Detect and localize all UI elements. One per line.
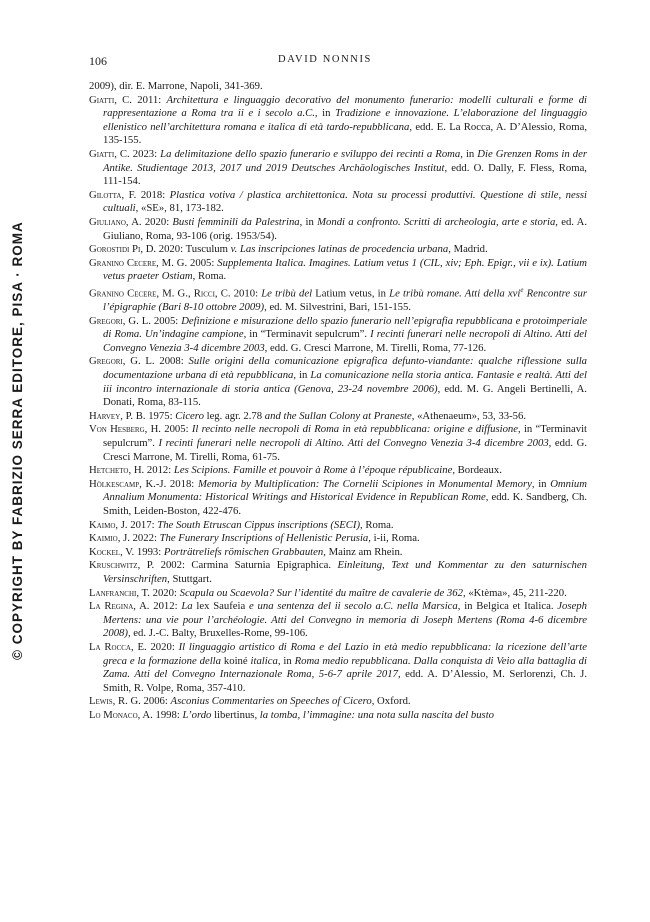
page-number: 106 [89, 54, 107, 68]
entry-text: , in [460, 147, 478, 160]
entry-year: , H. 2005: [144, 423, 192, 436]
entry-title-text: Rencontre sur l’épigraphie (Bari 8-10 ottobre 2009) [103, 287, 587, 314]
entry-text: , in [299, 215, 318, 228]
entry-text: , in [314, 107, 336, 120]
entry-text: , Madrid. [448, 243, 488, 256]
entry-author: Harvey [89, 409, 121, 422]
entry-text: , edd. M. G. Angeli Bertinelli, A. Donati, Roma, 83-115. [103, 382, 587, 409]
entry-title-text: Supplementa Italica. Imagines. Latium vetus 1 (CIL, xiv; Eph. Epigr., vii e ix). Latium vetus praeter Ostiam [103, 256, 587, 283]
copyright-notice: © COPYRIGHT BY FABRIZIO SERRA EDITORE, PISA · ROMA [10, 221, 25, 660]
entry-year: , C. 2011: [114, 93, 167, 106]
entry-author: Giuliano [89, 215, 126, 228]
entry-author: Kaimo [89, 518, 116, 531]
entry-title-text: Joseph Mertens: una vie pour l’archéologie. Atti del Convegno in memoria di Joseph Mertens (Roma 4-6 dicembre 2008) [103, 600, 587, 640]
bibliography-entry [89, 600, 587, 641]
entry-year: , E. 2020: [130, 640, 179, 653]
entry-title-text: Il linguaggio artistico di Roma e del Lazio in età medio repubblicana: la ricezione dell’arte greca e la formazione della [103, 640, 587, 667]
entry-text: , edd. E. La Rocca, A. D’Alessio, Roma, 135-155. [103, 120, 587, 147]
entry-title-text: Memoria by Multiplication: The Cornelii Scipiones in Monumental Memory [197, 477, 532, 490]
entry-text: , in Belgica et Italica. [457, 600, 558, 613]
entry-year: , R. G. 2006: [112, 695, 171, 708]
entry-title-text: La delimitazione dello spazio funerario e sviluppo dei recinti a Roma [160, 147, 461, 160]
entry-text: , «SE», 81, 173-182. [135, 202, 224, 215]
entry-text: , i-ii, Roma. [368, 532, 420, 545]
entry-title-text: Il recinto nelle necropoli di Roma in età repubblicana: origine e diffusione [191, 423, 519, 436]
entry-title-text: italica [250, 654, 278, 667]
entry-year: , T. 2020: [136, 586, 180, 599]
bibliography-entry [89, 546, 587, 560]
entry-year: , C. 2010: [214, 287, 262, 300]
entry-title-text: Tradizione e innovazione. L’elaborazione del linguaggio ellenistico nell’architettura romana e italica di età tardo-repubblicana [103, 107, 587, 133]
entry-author: Lanfranchi [89, 586, 137, 599]
entry-year: , C. 2023: [114, 147, 161, 160]
entry-year: , F. 2018: [121, 188, 170, 201]
entry-author: Granino Cecere [89, 256, 157, 269]
entry-year: , P. 2002: [137, 559, 192, 572]
entry-text: Tusculum [185, 243, 231, 256]
bibliography-entry [89, 478, 587, 519]
entry-year: , J. 2017: [115, 518, 158, 531]
bibliography-entry [89, 257, 587, 284]
entry-title-text: Roma medio repubblicana. Dalla conquista di Veio alla battaglia di Zama. Atti del Convegno Internazionale Roma, 5-6-7 aprile 2017 [103, 654, 587, 681]
entry-text: , «Athenaeum», 53, 33-56. [411, 409, 526, 422]
entry-title-text: Einleitung, Text und Kommentar zu den saturnischen Versinschriften [103, 559, 587, 585]
entry-title-text: The South Etruscan Cippus inscriptions (SECI) [157, 518, 361, 531]
entry-text: , ed. A. Giuliano, Roma, 93-106 (orig. 1953/54). [103, 215, 587, 242]
entry-author: Von Hesberg [89, 423, 145, 436]
entry-text: , in “Terminavit sepulcrum”. [103, 423, 588, 449]
entry-text: , edd. O. Dally, F. Fless, Roma, 111-154. [103, 161, 587, 188]
entry-year: , K.-J. 2018: [139, 477, 198, 490]
entry-text: libertinus [214, 708, 255, 721]
entry-text: , in [531, 477, 551, 490]
bibliography-entry [89, 423, 587, 464]
entry-title-text: La [181, 600, 197, 613]
entry-text: , Stuttgart. [167, 572, 212, 585]
running-head: DAVID NONNIS [278, 54, 372, 65]
entry-text: , ed. M. Silvestrini, Bari, 151-155. [264, 301, 412, 314]
entry-text: , in “Terminavit sepulcrum”. [243, 328, 371, 341]
entry-text: lex Saufeia [196, 600, 250, 613]
bibliography-entry [89, 216, 587, 243]
entry-title-text: La comunicazione nella storia antica. Fantasie e realtà. Atti del iii incontro internazionale di storia antica (Genova, 23-24 novembre 2006) [103, 369, 587, 395]
bibliography-entry [89, 243, 587, 257]
bibliography-entry [89, 94, 587, 148]
entry-text: , in [277, 654, 295, 667]
entry-title-text: The Funerary Inscriptions of Hellenistic Perusia [159, 532, 369, 545]
entry-title-text: Les Scipions. Famille et pouvoir à Rome à l’époque républicaine [173, 464, 453, 477]
bibliography-entry [89, 464, 587, 478]
entry-text: , edd. G. Cresci Marrone, M. Tirelli, Roma, 77-126. [264, 341, 487, 354]
entry-title-text: Busti femminili da Palestrina [172, 215, 300, 228]
entry-title-text: Asconius Commentaries on Speeches of Cicero [170, 695, 372, 708]
entry-text: Carmina Saturnia Epigraphica. [191, 559, 338, 572]
entry-text: , edd. G. Cresci Marrone, M. Tirelli, Roma, 61-75. [103, 437, 587, 463]
entry-year: , A. 2012: [133, 600, 182, 613]
entry-year: , D. 2020: [140, 243, 186, 256]
entry-title-text: Omnium Annalium Monumenta: Historical Writings and Historical Evidence in Republican Rome [103, 477, 587, 504]
entry-author: Granino Cecere [89, 287, 157, 300]
bibliography-entry [89, 695, 587, 709]
bibliography-entry [89, 284, 587, 315]
entry-year: , A. 2020: [125, 215, 173, 228]
entry-title-text: Plastica votiva / plastica architettonica. Nota su processi produttivi. Questione di stile, nessi cultuali [103, 188, 587, 215]
entry-year: , M. G., [156, 287, 194, 300]
entry-title-text: Mondi a confronto. Scritti di archeologia, arte e storia [317, 215, 556, 228]
entry-year: , J. 2022: [117, 532, 160, 545]
entry-title-text: I recinti funerari nelle necropoli di Altino. Atti del Convegno Venezia 3-4 dicembre 2003 [103, 328, 588, 354]
entry-title-text: e una sentenza del ii secolo a.C. nella Marsica [249, 600, 458, 613]
entry-text: , Bordeaux. [452, 464, 502, 477]
entry-text: , edd. A. D’Alessio, M. Serlorenzi, Ch. J. Smith, R. Volpe, Roma, 357-410. [103, 668, 588, 694]
entry-author: Gregori [89, 314, 123, 327]
entry-author: Gorostidi Pi [89, 243, 141, 256]
bibliography-entry [89, 532, 587, 546]
entry-author: Gregori [89, 355, 123, 368]
entry-title-text: Sulle origini della comunicazione epigrafica defunto-viandante: qualche riflessione sulla documentazione urbana di età repubblicana [103, 355, 588, 382]
entry-year: , V. 1993: [120, 545, 164, 558]
entry-title-text: Porträtreliefs römischen Grabbauten [163, 545, 324, 558]
bibliography-entry [89, 189, 587, 216]
bibliography-entry [89, 559, 587, 586]
entry-author: Giatti [89, 93, 115, 106]
entry-title-text: L’ordo [182, 708, 215, 721]
entry-year: , G. L. 2008: [122, 355, 189, 368]
entry-title-text: Architettura e linguaggio decorativo del monumento funerario: modelli culturali e forme di rappresentazione a Roma tra ii e i secolo a.C. [103, 93, 588, 120]
entry-title-text: , la tomba, l’immagine: una nota sulla nascita del busto [254, 708, 495, 721]
bibliography-entry [89, 315, 587, 356]
entry-text: , Roma. [360, 518, 394, 531]
entry-author: Giatti [89, 147, 115, 160]
entry-title-text: Die Grenzen Roms in der Antike. Studientage 2013, 2017 und 2019 Deutsches Archäologisches Institut [103, 147, 587, 174]
entry-title-text: I recinti funerari nelle necropoli di Altino. Atti del Convegno Venezia 3-4 dicembre 2003 [158, 437, 549, 449]
bibliography-entry [89, 355, 587, 409]
entry-text: , edd. K. Sandberg, Ch. Smith, Leiden-Boston, 422-476. [103, 491, 587, 517]
bibliography-entry [89, 709, 587, 723]
entry-text: Latium vetus [315, 287, 372, 300]
bibliography-entry [89, 80, 587, 94]
entry-author: Hölkescamp [89, 477, 140, 490]
entry-author: Hetcheto [89, 464, 129, 477]
entry-author: Lo Monaco [89, 708, 138, 721]
entry-title-text: Le tribù del [261, 287, 316, 300]
entry-author: Gilotta [89, 188, 122, 201]
entry-title-text: Definizione e misurazione dello spazio funerario nell’epigrafia repubblicana e protoimperiale di Roma. Un’indagine campione [103, 314, 587, 341]
entry-year: , A. 1998: [137, 708, 183, 721]
entry-year: , G. L. 2005: [122, 314, 182, 327]
entry-text: leg. agr. 2.78 [206, 409, 265, 422]
entry-author: Ricci [193, 287, 215, 300]
entry-title-text: v. Las inscripciones latinas de procedencia urbana [230, 243, 449, 256]
entry-title-text: Le tribù romane. Atti della xvi [389, 287, 521, 300]
entry-text: , «Ktèma», 45, 211-220. [462, 586, 567, 599]
entry-title-text: Scapula ou Scaevola? Sur l’identité du maître de cavalerie de 362 [179, 586, 463, 599]
entry-title-text: Cicero [175, 409, 207, 422]
entry-author: Kockel [89, 545, 121, 558]
entry-year: , M. G. 2005: [156, 256, 218, 269]
entry-text: , ed. J.-C. Balty, Bruxelles-Rome, 99-106. [127, 627, 308, 640]
bibliography-entry [89, 587, 587, 601]
entry-year: , H. 2012: [128, 464, 174, 477]
entry-text: 2009), dir. E. Marrone, Napoli, 341-369. [89, 80, 263, 92]
entry-author: La Regina [89, 600, 134, 613]
entry-author: Kaimio [89, 532, 118, 545]
entry-author: Lewis [89, 695, 113, 708]
bibliography-entry [89, 519, 587, 533]
entry-author: La Rocca [89, 640, 131, 653]
entry-author: Kruschwitz [89, 559, 138, 572]
bibliography-entry [89, 641, 587, 695]
entry-text: koiné [223, 654, 251, 667]
entry-title-text: and the Sullan Colony at Praneste [264, 409, 412, 422]
bibliography-entry [89, 410, 587, 424]
entry-text: , Oxford. [371, 695, 411, 708]
entry-text: , in [293, 369, 311, 382]
bibliography-entry [89, 148, 587, 189]
entry-text: , in [371, 287, 390, 300]
entry-title-text: e [520, 285, 524, 294]
entry-year: , P. B. 1975: [120, 409, 176, 422]
bibliography-list [89, 80, 587, 722]
entry-text: , Mainz am Rhein. [323, 545, 403, 558]
entry-text: , Roma. [192, 270, 227, 283]
